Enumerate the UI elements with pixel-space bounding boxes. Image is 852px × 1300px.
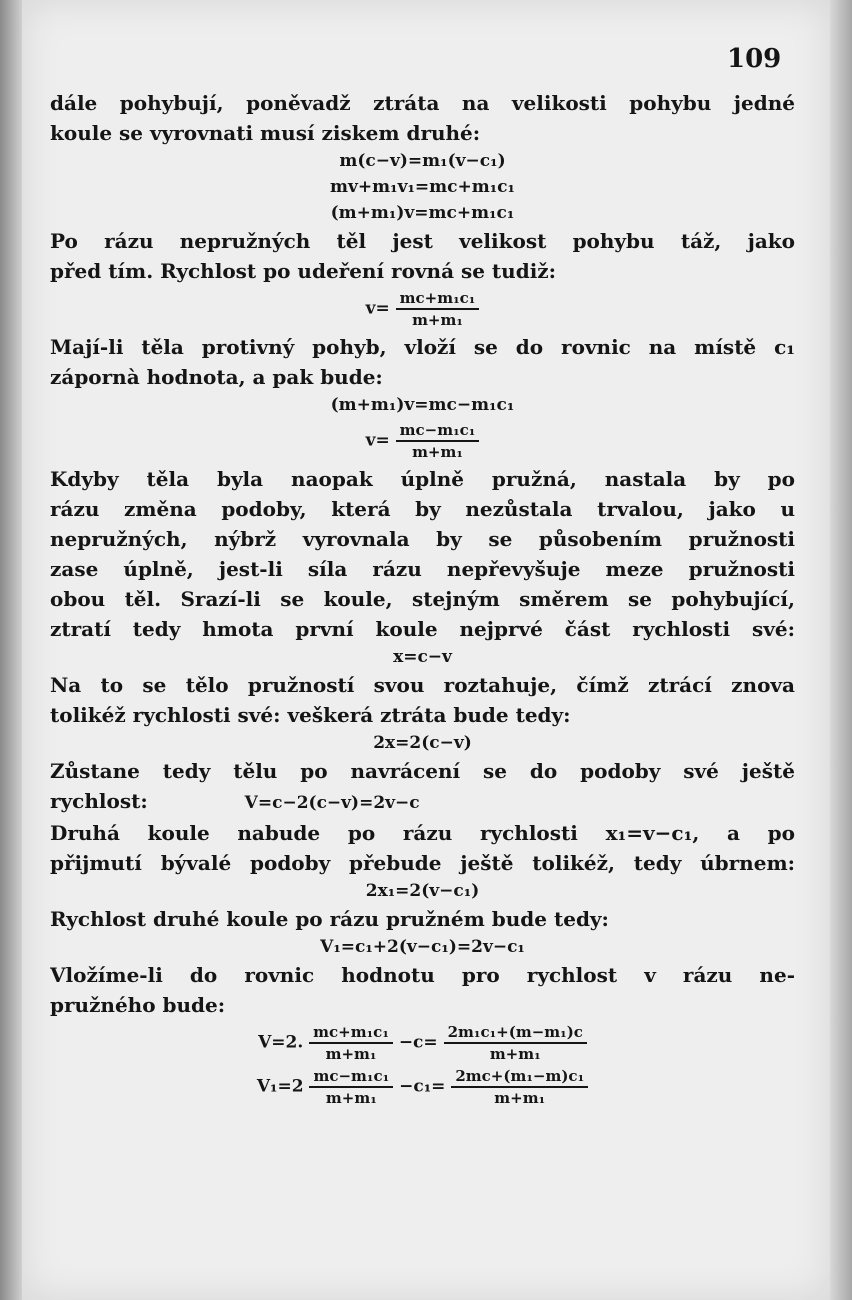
page-edge-right	[830, 0, 852, 1300]
text-line: rychlost: V=c−2(c−v)=2v−c	[50, 789, 420, 813]
book-page	[22, 0, 830, 1300]
equation: (m+m₁)v=mc+m₁c₁	[330, 203, 515, 223]
equation: mv+m₁v₁=mc+m₁c₁	[330, 177, 515, 197]
text-line: Zůstane tedy tělu po navrácení se do podoby své ještě	[50, 759, 795, 783]
text-line: před tím. Rychlost po udeření rovná se tudiž:	[50, 259, 557, 283]
fraction-equation: V₁=2 $\frac{\text{mc−m₁c₁}}{\text{m+m₁}}$ −c₁= $\frac{\text{2mc+(m₁−m)c₁}}{\text{m+m₁}}$	[50, 1066, 795, 1108]
fraction-equation: v= $\frac{\text{mc−m₁c₁}}{\text{m+m₁}}$	[50, 420, 795, 462]
page-body	[50, 88, 795, 1110]
fraction: $\frac{\text{mc+m₁c₁}}{\text{m+m₁}}$	[396, 288, 480, 330]
text-line: tolikéž rychlosti své: veškerá ztráta bude tedy:	[50, 703, 571, 727]
equation: (m+m₁)v=mc−m₁c₁	[330, 395, 515, 415]
fraction: $\frac{\text{2m₁c₁+(m−m₁)c}}{\text{m+m₁}}$	[444, 1022, 587, 1064]
text-line: zase úplně, jest-li síla rázu nepřevyšuje meze pružnosti	[50, 557, 795, 581]
text-line: pružného bude:	[50, 993, 226, 1017]
text-line: koule se vyrovnati musí ziskem druhé:	[50, 121, 481, 145]
text-line: zápornà hodnota, a pak bude:	[50, 365, 383, 389]
page-edge-left	[0, 0, 22, 1300]
text-line: přijmutí bývalé podoby přebude ještě tolikéž, tedy úbrnem:	[50, 851, 795, 875]
fraction: $\frac{\text{2mc+(m₁−m)c₁}}{\text{m+m₁}}$	[451, 1066, 588, 1108]
equation: 2x₁=2(v−c₁)	[365, 881, 480, 901]
fraction: $\frac{\text{mc−m₁c₁}}{\text{m+m₁}}$	[396, 420, 480, 462]
text-line: Na to se tělo pružností svou roztahuje, čímž ztrácí znova	[50, 673, 795, 697]
text-line: Po rázu nepružných těl jest velikost pohybu táž, jako	[50, 229, 795, 253]
equation: 2x=2(c−v)	[373, 733, 472, 753]
fraction-equation: V=2. $\frac{\text{mc+m₁c₁}}{\text{m+m₁}}$ −c= $\frac{\text{2m₁c₁+(m−m₁)c}}{\text{m+m₁}}$	[50, 1022, 795, 1064]
equation: m(c−v)=m₁(v−c₁)	[339, 151, 506, 171]
fraction: $\frac{\text{mc+m₁c₁}}{\text{m+m₁}}$	[309, 1022, 393, 1064]
text-line: ztratí tedy hmota první koule nejprvé část rychlosti své:	[50, 617, 795, 641]
text-line: Mají-li těla protivný pohyb, vloží se do rovnic na místě c₁	[50, 335, 795, 359]
text-line: Vložíme-li do rovnic hodnotu pro rychlost v rázu ne-	[50, 963, 795, 987]
text-line: Rychlost druhé koule po rázu pružném bude tedy:	[50, 907, 609, 931]
equation: V₁=c₁+2(v−c₁)=2v−c₁	[320, 937, 525, 957]
text-line: rázu změna podoby, která by nezůstala trvalou, jako u	[50, 497, 795, 521]
text-line: obou těl. Srazí-li se koule, stejným směrem se pohybující,	[50, 587, 795, 611]
equation: V=c−2(c−v)=2v−c	[244, 793, 420, 813]
page-number: 109	[727, 44, 782, 74]
text-line: Kdyby těla byla naopak úplně pružná, nastala by po	[50, 467, 795, 491]
fraction: $\frac{\text{mc−m₁c₁}}{\text{m+m₁}}$	[309, 1066, 393, 1108]
text-line: nepružných, nýbrž vyrovnala by se působením pružnosti	[50, 527, 795, 551]
text-line: dále pohybují, poněvadž ztráta na velikosti pohybu jedné	[50, 91, 795, 115]
equation: x=c−v	[393, 647, 452, 667]
text-line: Druhá koule nabude po rázu rychlosti x₁=v−c₁, a po	[50, 821, 795, 845]
fraction-equation: v= $\frac{\text{mc+m₁c₁}}{\text{m+m₁}}$	[50, 288, 795, 330]
